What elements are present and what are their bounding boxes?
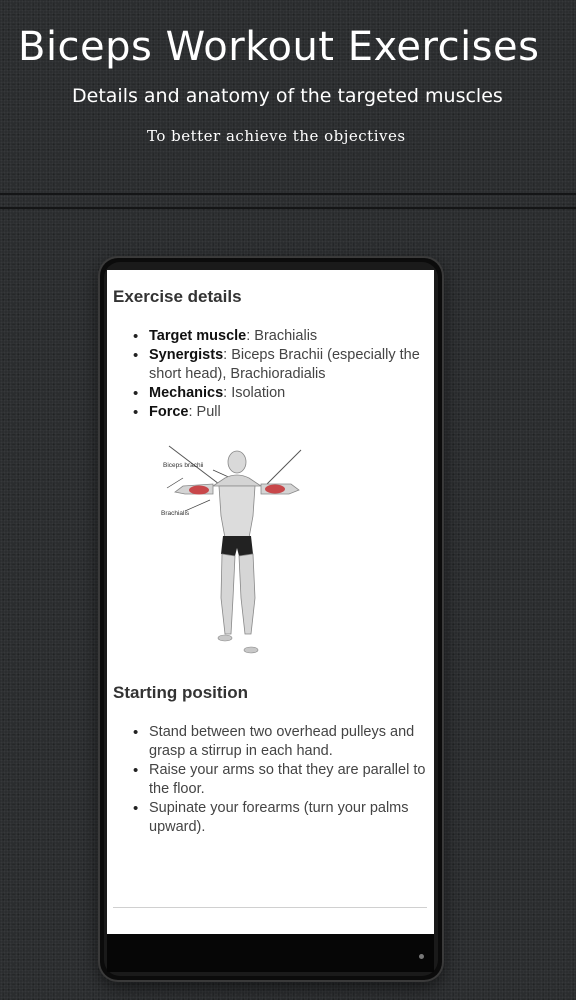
right-leg bbox=[239, 554, 255, 634]
left-leg bbox=[221, 554, 235, 634]
starting-position-list bbox=[133, 723, 428, 837]
exercise-anatomy-illustration bbox=[155, 438, 335, 666]
list-item bbox=[133, 384, 428, 403]
head bbox=[228, 451, 246, 473]
promo-title: Biceps Workout Exercises bbox=[18, 24, 540, 70]
shoulders bbox=[213, 475, 261, 486]
list-item bbox=[133, 346, 428, 384]
brachialis-label: Brachialis bbox=[161, 510, 190, 517]
promo-tagline: To better achieve the objectives bbox=[147, 127, 406, 145]
divider-line bbox=[0, 193, 576, 195]
promo-header bbox=[0, 0, 576, 194]
nav-dot-icon bbox=[419, 954, 424, 959]
target-muscle-value: : Brachialis bbox=[246, 328, 318, 344]
divider-line bbox=[0, 207, 576, 209]
phone-nav-bar bbox=[107, 934, 434, 972]
phone-screen[interactable] bbox=[107, 270, 434, 934]
section-divider bbox=[113, 907, 427, 908]
synergists-value: : Biceps Brachii (especially the short head), Brachioradialis bbox=[149, 347, 420, 382]
biceps-label: Biceps brachii bbox=[163, 462, 204, 469]
left-foot bbox=[218, 635, 232, 641]
promo-subtitle: Details and anatomy of the targeted muscles bbox=[72, 85, 503, 107]
shorts bbox=[221, 536, 253, 556]
synergists-label: Synergists bbox=[149, 347, 224, 363]
force-value: : Pull bbox=[188, 404, 221, 420]
list-item bbox=[133, 327, 428, 346]
exercise-details-list bbox=[133, 327, 428, 422]
list-item bbox=[133, 403, 428, 422]
list-item: • Supinate your forearms (turn your palms upward). bbox=[133, 799, 428, 837]
exercise-details-heading: Exercise details bbox=[113, 287, 242, 306]
right-foot bbox=[244, 647, 258, 653]
cable-line bbox=[267, 450, 301, 484]
starting-position-heading: Starting position bbox=[113, 683, 249, 702]
force-label: Force bbox=[149, 404, 189, 420]
mechanics-label: Mechanics bbox=[149, 385, 224, 401]
list-item: • Raise your arms so that they are parallel to the floor. bbox=[133, 761, 428, 799]
pointer-line bbox=[167, 478, 183, 488]
target-muscle-label: Target muscle bbox=[149, 328, 247, 344]
biceps-highlight bbox=[265, 485, 285, 494]
biceps-highlight bbox=[189, 486, 209, 495]
torso bbox=[219, 486, 255, 538]
mechanics-value: : Isolation bbox=[223, 385, 286, 401]
list-item: • Stand between two overhead pulleys and grasp a stirrup in each hand. bbox=[133, 723, 428, 761]
